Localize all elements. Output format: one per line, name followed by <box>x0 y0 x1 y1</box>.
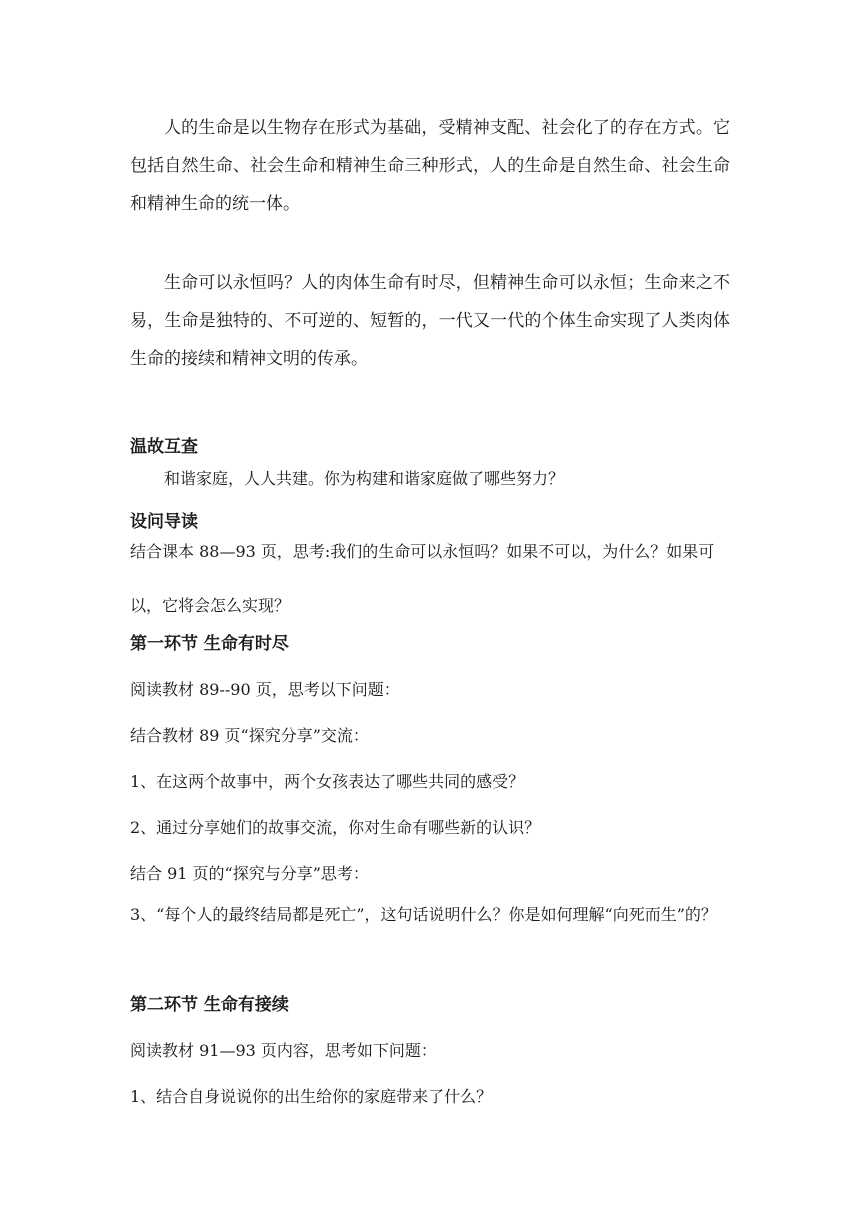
paragraph-life-eternal: 生命可以永恒吗？人的肉体生命有时尽，但精神生命可以永恒；生命来之不易，生命是独特的、不可逆的、短暂的，一代又一代的个体生命实现了人类肉体生命的接续和精神文明的传承。 <box>130 273 730 369</box>
section1-question-2: 2、通过分享她们的故事交流，你对生命有哪些新的认识？ <box>130 818 541 837</box>
section2-read: 阅读教材 91—93 页内容，思考如下问题： <box>130 1041 437 1060</box>
section2-question-1: 1、结合自身说说你的出生给你的家庭带来了什么？ <box>130 1087 493 1106</box>
section2-heading: 第二环节 生命有接续 <box>130 995 289 1015</box>
guide-heading: 设问导读 <box>130 512 198 532</box>
section1-question-1: 1、在这两个故事中，两个女孩表达了哪些共同的感受？ <box>130 772 525 791</box>
review-text: 和谐家庭，人人共建。你为构建和谐家庭做了哪些努力？ <box>164 469 565 488</box>
paragraph-life-definition: 人的生命是以生物存在形式为基础，受精神支配、社会化了的存在方式。它包括自然生命、社会生命和精神生命三种形式，人的生命是自然生命、社会生命和精神生命的统一体。 <box>130 118 730 214</box>
review-heading: 温故互查 <box>130 437 198 457</box>
guide-text: 结合课本 88—93 页，思考:我们的生命可以永恒吗？如果不可以，为什么？如果可以，它将会怎么实现？ <box>130 542 715 615</box>
section1-read: 阅读教材 89--90 页，思考以下问题： <box>130 680 400 699</box>
section1-combine-2: 结合 91 页的“探究与分享”思考： <box>130 864 369 883</box>
section1-combine: 结合教材 89 页“探究分享”交流： <box>130 726 369 745</box>
section1-question-3: 3、“每个人的最终结局都是死亡”，这句话说明什么？你是如何理解“向死而生”的？ <box>130 905 717 924</box>
section1-heading: 第一环节 生命有时尽 <box>130 634 289 654</box>
